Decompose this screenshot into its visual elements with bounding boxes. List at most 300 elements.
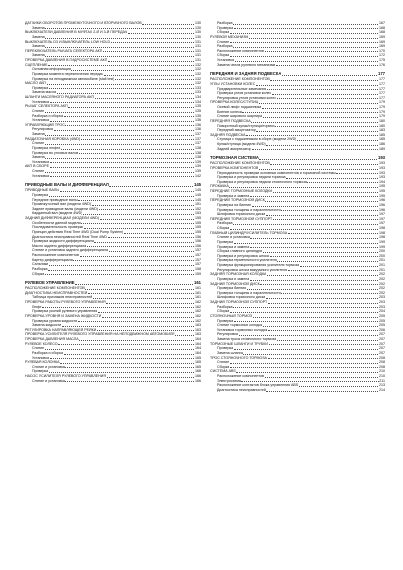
toc-subentry <box>210 63 385 68</box>
toc-entry-title: Сборка <box>217 364 230 369</box>
toc-entry-title: Принцип действия Real Time 4WD (Dual Pump System) <box>32 229 124 234</box>
toc-page-number: 166 <box>195 374 201 378</box>
dot-leader <box>94 242 194 243</box>
toc-page-number: 132 <box>195 81 201 86</box>
toc-page-number: 196 <box>379 207 385 212</box>
toc-subentry <box>210 147 385 152</box>
toc-entry-title: РУЛЕВАЯ КОЛОНКА <box>25 360 60 365</box>
dot-leader <box>263 252 379 253</box>
toc-entry-title: ТОРМОЗНАЯ СИСТЕМА <box>210 155 259 161</box>
dot-leader <box>50 176 195 177</box>
dot-leader <box>265 377 379 378</box>
dot-leader <box>60 191 194 192</box>
dot-leader <box>107 377 195 378</box>
toc-entry-title: Снятие <box>32 169 45 173</box>
toc-page-number: 145 <box>195 188 201 193</box>
dot-leader <box>58 344 194 345</box>
toc-entry-title: Проверка герметичности усилителя <box>217 258 277 263</box>
dot-leader <box>259 169 378 170</box>
toc-right-column <box>210 21 385 393</box>
dot-leader <box>243 354 378 355</box>
toc-entry-title: Проверка и регулировка педали стояночного тормоза <box>217 179 307 184</box>
toc-entry-title: Замена чехла рулевого механизма <box>217 62 276 67</box>
toc-page-number: 179 <box>379 109 385 114</box>
toc-entry-title: Проверка <box>217 318 234 323</box>
dot-leader <box>65 367 194 368</box>
toc-page-number: 132 <box>195 62 201 67</box>
toc-page-number: 161 <box>195 290 201 295</box>
toc-entry-title: Сборка <box>217 53 230 58</box>
toc-entry-title: Снятие и установка заднего дифференциала <box>32 248 108 253</box>
dot-leader <box>83 214 194 215</box>
toc-entry-title: Проверка на неподвижном автомобиле (stall test) <box>32 76 115 81</box>
dot-leader <box>64 116 195 117</box>
toc-entry-title: ПЕРЕДНЯЯ ПОДВЕСКА <box>210 118 251 123</box>
dot-leader <box>111 42 195 43</box>
toc-entry-title: ПРОВЕРКА ДАВЛЕНИЯ МАСЛА <box>25 337 79 341</box>
toc-page-number: 159 <box>195 271 201 276</box>
toc-entry-title: ЗАДНИЙ ТОРМОЗНОЙ СУППОРТ <box>210 300 268 304</box>
dot-leader <box>124 233 195 234</box>
toc-page-number: 207 <box>379 332 385 337</box>
toc-page-number: 155 <box>195 216 201 220</box>
toc-page-number: 205 <box>379 318 385 323</box>
dot-leader <box>65 125 194 126</box>
toc-entry-title: Проверка <box>32 369 49 374</box>
dot-leader <box>45 47 194 48</box>
toc-page-number: 179 <box>379 114 385 119</box>
toc-section-heading <box>210 154 385 161</box>
toc-page-number: 196 <box>379 198 385 203</box>
toc-subentry <box>25 379 201 384</box>
toc-page-number: 200 <box>379 249 385 254</box>
toc-entry-title: Снятие <box>32 346 45 351</box>
toc-entry-title: Проверка люфта <box>32 145 61 150</box>
dot-leader <box>45 274 195 275</box>
toc-entry-title: ПРОВЕРКА УСИЛИТЕЛЯ РУЛЕВОГО УПРАВЛЕНИЯ НА НЕПОДВИЖНОМ АВТОМОБИЛЕ <box>25 332 175 337</box>
toc-entry-title: СЦЕПЛЕНИЕ <box>25 62 48 67</box>
toc-entry-title: Снятие <box>32 141 45 146</box>
toc-page-number: 177 <box>378 71 385 77</box>
dot-leader <box>281 210 378 211</box>
toc-entry-title: Передние приводные валы <box>32 197 78 202</box>
dot-leader <box>45 349 195 350</box>
dot-leader <box>267 275 378 276</box>
toc-page-number: 176 <box>379 62 385 67</box>
toc-entry-title: Осевой люфт подшипника <box>217 105 262 109</box>
dot-leader <box>250 238 378 239</box>
toc-entry-title: Установка <box>32 355 49 360</box>
toc-page-number: 164 <box>195 337 201 341</box>
toc-page-number: 177 <box>379 91 385 96</box>
dot-leader <box>247 289 379 290</box>
toc-page-number: 161 <box>194 280 201 286</box>
dot-leader <box>84 228 194 229</box>
toc-page-number: 196 <box>379 202 385 207</box>
toc-entry-title: Картер дифференциала <box>32 257 73 262</box>
dot-leader <box>95 98 195 99</box>
toc-entry-title: ДИАГНОСТИКА НЕИСПРАВНОСТЕЙ <box>25 290 88 295</box>
toc-page-number: 133 <box>195 90 201 95</box>
toc-page-number: 201 <box>379 267 385 272</box>
toc-entry-title: Предварительные замечания <box>217 86 267 91</box>
dot-leader <box>268 303 379 304</box>
dot-leader <box>281 293 378 294</box>
toc-entry-title: Разборка <box>217 21 233 25</box>
toc-page-number: 205 <box>379 313 385 318</box>
toc-entry-title: Расположение компонентов <box>32 253 79 257</box>
toc-page-number: 135 <box>195 108 201 113</box>
toc-entry-title: Установка <box>32 173 49 178</box>
toc-page-number: 155 <box>195 229 201 234</box>
toc-entry-title: Расположение компонентов <box>217 48 264 53</box>
toc-page-number: 164 <box>195 346 201 351</box>
toc-entry-title: Проверка и замена <box>217 193 250 198</box>
toc-entry-title: Проверка толщины и параллельности <box>217 290 281 295</box>
toc-entry-title: ПРИВОДНЫЕ ВАЛЫ И ДИФФЕРЕНЦИАЛ <box>25 182 109 188</box>
dot-leader <box>233 307 378 308</box>
toc-page-number: 167 <box>379 21 385 25</box>
toc-entry-title: Промежуточный вал (модели 4WD) <box>32 202 92 207</box>
toc-page-number: 180 <box>379 123 385 128</box>
toc-page-number: 172 <box>379 53 385 58</box>
toc-entry-title: Диагностика неисправностей Real Time 4WD <box>32 234 108 239</box>
toc-entry-title: Особенности данной модели <box>32 220 81 225</box>
toc-page-number: 214 <box>379 387 385 392</box>
toc-entry-title: Снятие <box>217 39 230 44</box>
toc-page-number: 183 <box>379 128 385 133</box>
toc-entry-title: РАЗДАТОЧНАЯ КОРОБКА (4WD) <box>25 136 81 141</box>
toc-page-number: 134 <box>195 95 201 99</box>
dot-leader <box>104 75 194 76</box>
toc-entry-title: Снятие <box>217 360 230 365</box>
toc-entry-title: Сборка <box>217 226 230 230</box>
toc-page-number: 145 <box>195 197 201 202</box>
toc-page-number: 161 <box>195 295 201 300</box>
dot-leader <box>45 38 194 39</box>
toc-page-number: 162 <box>195 309 201 314</box>
dot-leader <box>42 307 194 308</box>
toc-entry-title: Расположение контактов блока управления ABS <box>217 383 299 388</box>
toc-entry-title: СИСТЕМА ABS <box>210 369 236 374</box>
toc-entry-title: Таблица признаков неисправностей <box>32 295 93 300</box>
dot-leader <box>79 340 194 341</box>
toc-page-number: 131 <box>195 44 201 49</box>
dot-leader <box>252 149 378 150</box>
dot-leader <box>61 149 194 150</box>
toc-entry-title: ПЕРЕДНИЕ ТОРМОЗНЫЕ КОЛОДКИ <box>210 189 273 193</box>
toc-page-number: 138 <box>195 150 201 155</box>
toc-entry-title: Регулировка <box>217 332 238 337</box>
toc-section-heading <box>210 70 385 77</box>
toc-page-number: 201 <box>379 258 385 263</box>
toc-page-number: 207 <box>379 341 385 346</box>
toc-page-number: 204 <box>379 309 385 314</box>
dot-leader <box>234 28 379 29</box>
dot-leader <box>62 326 195 327</box>
toc-entry-title: Периодичность проверки основных компонентов и тормозной системы <box>217 170 336 175</box>
dot-leader <box>233 47 378 48</box>
toc-page-number: 193 <box>379 175 385 180</box>
toc-entry-title: Проверка толщины и параллельности <box>217 207 281 212</box>
dot-leader <box>273 192 379 193</box>
toc-page-number: 137 <box>195 136 201 141</box>
toc-entry-title: Замена шланга <box>217 350 243 355</box>
toc-page-number: 207 <box>379 350 385 355</box>
dot-leader <box>88 293 195 294</box>
toc-page-number: 165 <box>195 355 201 360</box>
dot-leader <box>259 103 379 104</box>
dot-leader <box>97 330 195 331</box>
toc-page-number: 177 <box>379 95 385 100</box>
toc-entry-title: ТОРМОЗНЫЕ ШЛАНГИ И ТРУБКИ <box>210 341 268 346</box>
dot-leader <box>265 51 379 52</box>
dot-leader <box>48 65 194 66</box>
dot-leader <box>108 61 195 62</box>
toc-entry-title: Электросхема <box>217 378 241 383</box>
toc-page-number: 165 <box>195 364 201 369</box>
toc-entry-title: Карданный вал (модели 4WD) <box>32 211 83 216</box>
dot-leader <box>266 145 378 146</box>
toc-entry-title: Шлифовка тормозного диска <box>217 295 266 300</box>
toc-page-number: 162 <box>195 300 201 304</box>
toc-page-number: 208 <box>379 355 385 360</box>
dot-leader <box>263 117 379 118</box>
dot-leader <box>85 289 194 290</box>
toc-page-number: 177 <box>379 86 385 91</box>
toc-entry-title: Разборка <box>217 44 233 49</box>
dot-leader <box>128 33 195 34</box>
toc-subentry <box>210 388 385 393</box>
dot-leader <box>250 196 379 197</box>
toc-page-number: 203 <box>379 295 385 300</box>
toc-entry-title: Сборка главного цилиндра <box>217 249 262 254</box>
dot-leader <box>270 164 378 165</box>
toc-entry-title: РЕГУЛИРОВКА НАПРАВЛЯЮЩЕЙ РЕЙКИ <box>25 327 97 332</box>
toc-page-number: 163 <box>195 323 201 328</box>
dot-leader <box>78 200 194 201</box>
toc-page-number: 197 <box>379 216 385 221</box>
toc-page-number: 185 <box>379 137 385 142</box>
toc-page-number: 202 <box>379 286 385 291</box>
toc-entry-title: Замена <box>32 25 45 30</box>
dot-leader <box>81 223 194 224</box>
dot-leader <box>263 326 378 327</box>
dot-leader <box>268 358 379 359</box>
dot-leader <box>100 219 195 220</box>
toc-entry-title: Разборка <box>217 221 233 226</box>
toc-page-number: 136 <box>195 122 201 127</box>
dot-leader <box>103 51 194 52</box>
toc-page-number: 198 <box>379 226 385 230</box>
toc-entry-title: Люфт <box>32 304 42 309</box>
toc-entry-title: ПРОВЕРКА КОЛЕС/СТУПИЦ <box>210 100 259 105</box>
dot-leader <box>242 112 378 113</box>
dot-leader <box>106 303 194 304</box>
dot-leader <box>256 85 378 86</box>
toc-page-number: 211 <box>379 378 385 383</box>
dot-leader <box>235 61 379 62</box>
toc-page-number: 165 <box>195 360 201 365</box>
dot-leader <box>230 363 379 364</box>
dot-leader <box>299 386 379 387</box>
toc-page-number: 180 <box>379 118 385 123</box>
toc-page-number: 179 <box>379 105 385 109</box>
dot-leader <box>270 80 378 81</box>
toc-entry-title: Установка <box>217 58 234 62</box>
dot-leader <box>277 340 379 341</box>
dot-leader <box>288 233 379 234</box>
toc-entry-title: Проверка <box>217 346 234 351</box>
dot-leader <box>233 224 378 225</box>
dot-leader <box>277 98 379 99</box>
dot-leader <box>230 33 379 34</box>
toc-entry-title: Снятие и установка <box>32 364 65 369</box>
toc-entry-title: Сборка <box>217 309 230 314</box>
dot-leader <box>286 178 378 179</box>
dot-leader <box>71 70 194 71</box>
dot-leader <box>50 162 195 163</box>
dot-leader <box>48 270 194 271</box>
toc-entry-title: ПЕРЕДНИЙ ТОРМОЗНОЙ ДИСК <box>210 198 265 203</box>
toc-left-column <box>25 21 201 383</box>
toc-entry-title: Регулировка штока вакуумного усилителя <box>217 267 287 272</box>
toc-entry-title: Проверка и регулировка педали тормоза <box>217 175 286 180</box>
dot-leader <box>49 372 195 373</box>
dot-leader <box>99 209 195 210</box>
toc-page-number: 131 <box>195 39 201 44</box>
toc-entry-title: РУЛЕВОЕ КОЛЕСО <box>25 341 58 346</box>
toc-page-number: 157 <box>195 248 201 253</box>
toc-page-number: 164 <box>195 350 201 355</box>
toc-page-number: 157 <box>195 257 201 262</box>
toc-entry-title: РАСПОЛОЖЕНИЕ КОМПОНЕНТОВ <box>210 161 270 166</box>
dot-leader <box>47 84 195 85</box>
toc-entry-title: Установка <box>32 118 49 123</box>
toc-page-number: 169 <box>379 34 385 39</box>
dot-leader <box>50 102 195 103</box>
dot-leader <box>297 140 378 141</box>
toc-entry-title: ПРОВЕРКА КОМПОНЕНТОВ <box>210 165 259 170</box>
toc-page-number: 195 <box>379 189 385 193</box>
toc-page-number: 142 <box>195 173 201 178</box>
toc-entry-title: ДАТЧИКИ ОБОРОТОВ ПРОМЕЖУТОЧНОГО И ВТОРИЧНОГО ВАЛОВ <box>25 21 142 25</box>
toc-page-number: 130 <box>195 30 201 35</box>
toc-entry-title: Задний амортизатор <box>217 146 252 151</box>
toc-page-number: 213 <box>379 383 385 388</box>
dot-leader <box>282 75 377 76</box>
toc-section-heading <box>25 279 201 286</box>
toc-entry-title: ТРОС СТОЯНОЧНОГО ТОРМОЗА <box>210 355 267 360</box>
toc-entry-title: Проверка жидкости дифференциала <box>32 239 94 244</box>
toc-entry-title: Замена <box>32 132 45 136</box>
toc-page-number: 199 <box>379 239 385 244</box>
toc-entry-title: АКП В СБОРЕ <box>25 164 49 169</box>
toc-page-number: 202 <box>379 272 385 277</box>
toc-page-number: 136 <box>195 127 201 132</box>
toc-page-number: 132 <box>195 76 201 81</box>
toc-page-number: 166 <box>195 369 201 374</box>
toc-entry-title: Проверка уровня жидкости <box>32 318 78 323</box>
dot-leader <box>233 24 378 25</box>
dot-leader <box>270 256 379 257</box>
toc-page-number: 134 <box>195 99 201 104</box>
toc-page-number: 163 <box>195 327 201 332</box>
toc-entry-title: Установка тормозных колодок <box>217 327 268 332</box>
toc-page-number: 136 <box>195 118 201 123</box>
toc-entry-title: СТОЯНОЧНЫЙ ТОРМОЗ <box>210 313 253 318</box>
toc-page-number: 137 <box>195 141 201 146</box>
toc-page-number: 201 <box>379 263 385 267</box>
toc-entry-title: Проверка и регулировка штока <box>217 253 269 258</box>
dot-leader <box>175 335 194 336</box>
toc-page-number: 203 <box>379 300 385 304</box>
toc-entry-title: Проверка <box>32 192 49 197</box>
toc-page-number: 197 <box>379 212 385 217</box>
dot-leader <box>246 135 378 136</box>
toc-entry-title: ПРОКАЧКА <box>210 184 229 189</box>
toc-entry-title: Ступица с подшипником в сборе (модели 2WD) <box>217 137 297 142</box>
dot-leader <box>60 363 194 364</box>
toc-entry-title: ПРОВЕРКА УРОВНЯ И ЗАМЕНА ЖИДКОСТИ <box>25 313 102 318</box>
toc-entry-title: УГЛЫ УСТАНОВКИ КОЛЕС <box>210 81 256 86</box>
toc-page-number: 197 <box>379 221 385 226</box>
toc-entry-title: ЗАДНИЙ ДИФФЕРЕНЦИАЛ (МОДЕЛИ 4WD) <box>25 216 100 220</box>
toc-page-number: 131 <box>195 48 201 53</box>
toc-page-number: 170 <box>379 48 385 53</box>
dot-leader <box>45 172 195 173</box>
toc-page-number: 207 <box>379 346 385 351</box>
toc-entry-title: Основная информация <box>32 67 71 72</box>
dot-leader <box>68 107 194 108</box>
dot-leader <box>98 312 195 313</box>
dot-leader <box>45 144 195 145</box>
toc-entry-title: ШЛАНГИ МАСЛЯНОГО РАДИАТОРА АКП <box>25 95 95 99</box>
dot-leader <box>142 24 194 25</box>
toc-entry-title: Расположение компонентов <box>217 374 264 378</box>
dot-leader <box>250 280 379 281</box>
toc-page-number: 202 <box>379 290 385 295</box>
dot-leader <box>115 79 194 80</box>
toc-page-number: 169 <box>379 44 385 49</box>
toc-page-number: 133 <box>195 85 201 90</box>
toc-entry-title: ЗАДНЯЯ ПОДВЕСКА <box>210 132 246 137</box>
toc-page-number: 210 <box>379 374 385 378</box>
toc-entry-title: Сборка <box>32 271 45 276</box>
toc-entry-title: Сборка <box>217 30 230 35</box>
toc-entry-title: Регулировка углов установки колес <box>217 95 277 100</box>
toc-entry-title: РЫЧАГ СЕЛЕКТОРА АКП <box>25 104 68 109</box>
dot-leader <box>276 65 378 66</box>
toc-entry-title: Замена <box>32 155 45 160</box>
toc-page-number: 162 <box>195 318 201 323</box>
toc-entry-title: Масло заднего дифференциала <box>32 243 87 248</box>
toc-page-number: 185 <box>379 132 385 137</box>
toc-entry-title: Установка <box>32 99 49 104</box>
toc-entry-title: УПРАВЛЯЮЩИЙ ТРОС <box>25 122 65 127</box>
dot-leader <box>87 246 195 247</box>
toc-page-number: 162 <box>195 313 201 318</box>
dot-leader <box>92 205 195 206</box>
dot-leader <box>93 298 195 299</box>
toc-entry-title: Проверка усилий рулевого управления <box>32 309 98 314</box>
toc-page-number: 139 <box>195 169 201 173</box>
toc-entry-title: ВЫКЛЮЧАТЕЛЬ D3 И ВЫКЛЮЧАТЕЛЬ LOW HOLD <box>25 39 111 44</box>
toc-entry-title: Проверка <box>32 85 49 90</box>
toc-page-number: 202 <box>379 281 385 286</box>
toc-subentry <box>25 174 201 179</box>
toc-entry-title: Задние приводные валы (модели 4WD) <box>32 206 99 211</box>
